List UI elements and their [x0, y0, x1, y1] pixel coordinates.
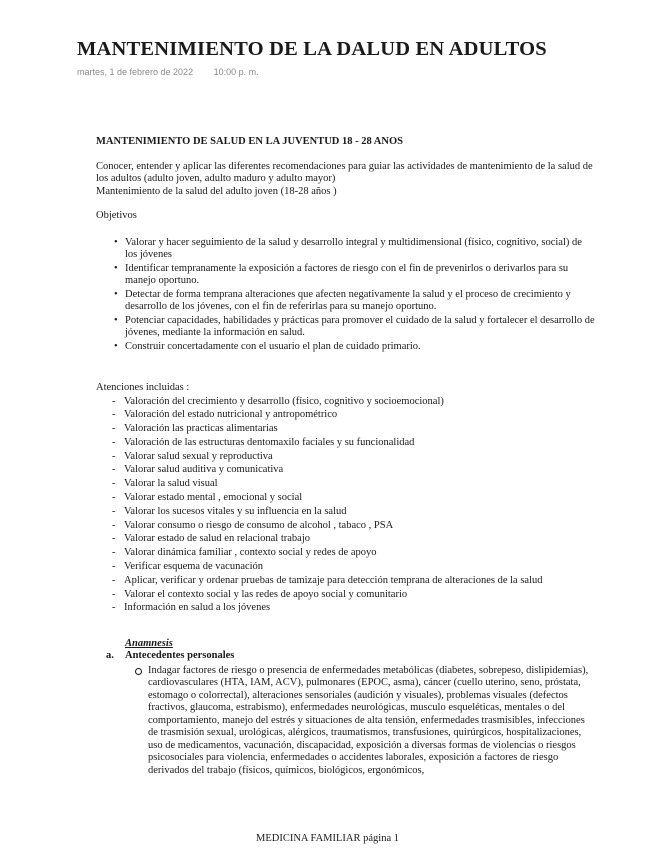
list-item: • Valorar y hacer seguimiento de la salud y desarrollo integral y multidimensional (físico, cognitivo, social) de los jóvenes — [125, 237, 596, 262]
list-item: - Valorar estado de salud en relacional trabajo — [124, 533, 596, 546]
list-item: - Valoración del estado nutricional y antropométrico — [124, 409, 596, 422]
atenciones-list — [96, 396, 596, 615]
note-date: martes, 1 de febrero de 2022 — [77, 67, 194, 77]
section-title: MANTENIMIENTO DE SALUD EN LA JUVENTUD 18 - 28 ANOS — [96, 136, 403, 147]
anamnesis-heading: Anamnesis — [125, 637, 173, 649]
list-item: - Valorar los sucesos vitales y su influencia en la salud — [124, 506, 596, 519]
intro-line: Mantenimiento de la salud del adulto joven (18-28 años ) — [96, 185, 337, 197]
antecedentes-heading — [106, 650, 596, 663]
list-item: - Valorar salud sexual y reproductiva — [124, 451, 596, 464]
list-item: - Valoración de las estructuras dentomaxilo faciales y su funcionalidad — [124, 437, 596, 450]
list-item: - Valoración del crecimiento y desarrollo (físico, cognitivo y socioemocional) — [124, 396, 596, 409]
note-time: 10:00 p. m. — [213, 67, 259, 77]
list-item: - Valorar estado mental , emocional y social — [124, 492, 596, 505]
circle-bullet-icon — [135, 668, 142, 675]
list-item: • Identificar tempranamente la exposición a factores de riesgo con el fin de prevenirlos o derivarlos para su manejo oportuno. — [125, 263, 596, 288]
antecedentes-label: Antecedentes personales — [125, 650, 235, 662]
list-item: - Valorar consumo o riesgo de consumo de alcohol , tabaco , PSA — [124, 520, 596, 533]
intro-paragraph — [96, 161, 596, 199]
page-footer: MEDICINA FAMILIAR página 1 — [255, 833, 399, 844]
atenciones-label: Atenciones incluidas : — [96, 382, 190, 393]
list-item: • Construir concertadamente con el usuario el plan de cuidado primario. — [125, 341, 596, 354]
page-title: MANTENIMIENTO DE LA DALUD EN ADULTOS — [77, 38, 547, 60]
objetivos-list — [96, 237, 596, 354]
list-item: - Valorar salud auditiva y comunicativa — [124, 464, 596, 477]
list-item: - Valorar dinámica familiar , contexto social y redes de apoyo — [124, 547, 596, 560]
intro-line: Conocer, entender y aplicar las diferentes recomendaciones para guiar las actividades de mantenimiento de la salud de los adultos (adulto joven, adulto maduro y adulto mayor) — [96, 160, 593, 184]
antecedentes-text: Indagar factores de riesgo o presencia de enfermedades metabólicas (diabetes, sobrepeso, dislipidemias), cardiovasculares (HTA, IAM, ACV), pulmonares (EPOC, asma), cáncer (cuello uterino, seno, próstata, estomago o colorrectal), alteraciones sensoriales (audición y visuales), problemas visuales (defectos fractivos, glaucoma, estrabismo), enfermedades neurológicas, musculo esqueléticas, mentales o del comportamiento, manejo del estrés y situaciones de alta tensión, enfermedades trasmisibles, infecciones de trasmisión sexual, urológicas, alérgicos, traumatismos, transfusiones, quirúrgicos, hospitalizaciones, uso de medicamentos, vacunación, discapacidad, exposición a diversas formas de violencias o riesgos psicosociales para violencia, enfermedades o accidentes laborales, exposición a factores de riesgo derivados del trabajo (físicos, químicos, biológicos, ergonómicos, — [148, 664, 589, 776]
note-meta — [77, 67, 259, 77]
list-item: - Aplicar, verificar y ordenar pruebas de tamizaje para detección temprana de alteraciones de la salud — [124, 575, 596, 588]
list-letter: a. — [106, 650, 114, 662]
list-item: - Valoración las practicas alimentarias — [124, 423, 596, 436]
list-item: • Potenciar capacidades, habilidades y prácticas para promover el cuidado de la salud y fortalecer el desarrollo de jóvenes, mediante la información en salud. — [125, 315, 596, 340]
list-item: - Verificar esquema de vacunación — [124, 561, 596, 574]
list-item: • Detectar de forma temprana alteraciones que afecten negativamente la salud y el proceso de crecimiento y desarrollo de los jóvenes, con el fin de referirlas para su manejo oportuno. — [125, 289, 596, 314]
document-body — [96, 136, 596, 777]
list-item: - Información en salud a los jóvenes — [124, 602, 596, 615]
objetivos-label: Objetivos — [96, 210, 137, 221]
list-item: - Valorar la salud visual — [124, 478, 596, 491]
list-item: - Valorar el contexto social y las redes de apoyo social y comunitario — [124, 589, 596, 602]
antecedentes-item — [148, 665, 596, 778]
